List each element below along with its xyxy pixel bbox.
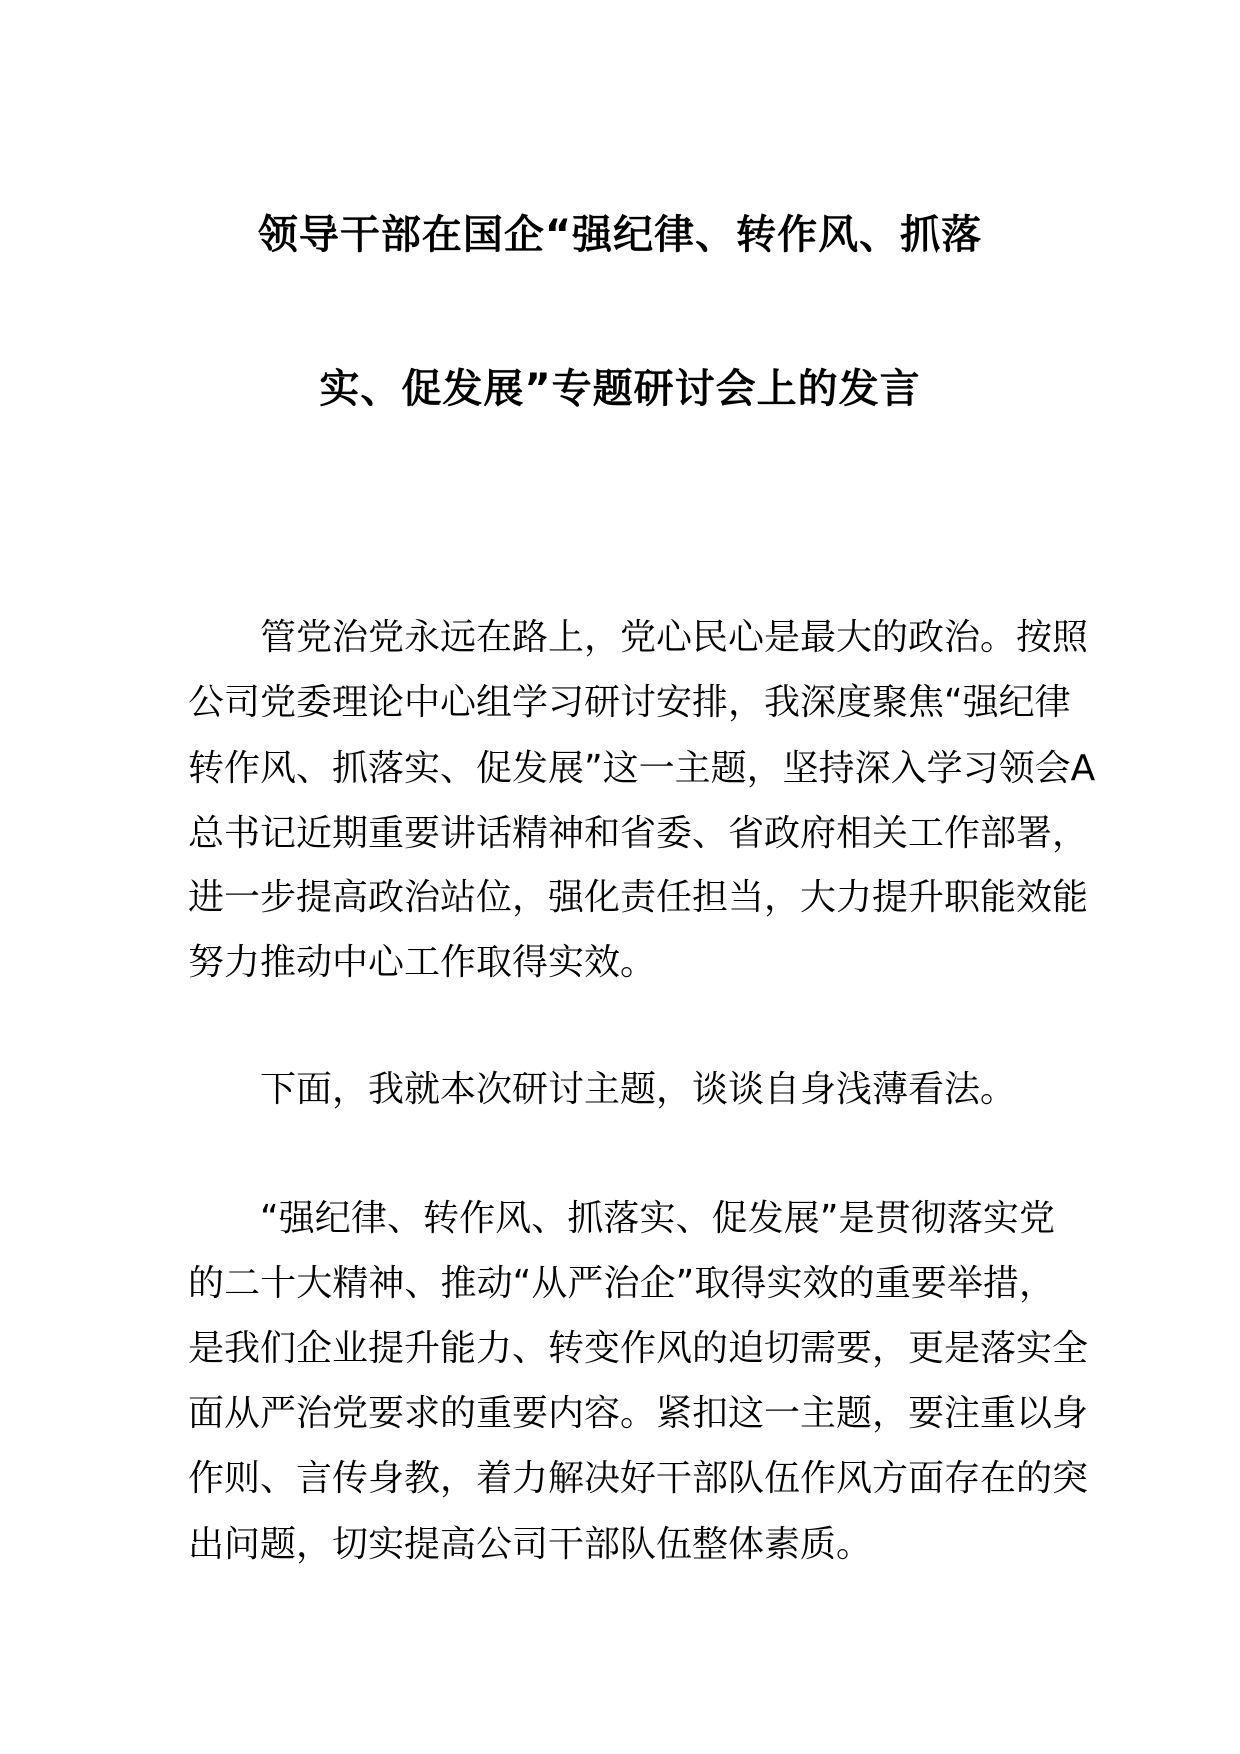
paragraph-line: 是我们企业提升能力、转变作风的迫切需要，更是落实全 [188, 1328, 1089, 1369]
paragraph-line: 总书记近期重要讲话精神和省委、省政府相关工作部署， [188, 813, 1089, 854]
paragraph-line: 下面，我就本次研讨主题，谈谈自身浅薄看法。 [260, 1069, 1017, 1110]
paragraph-line: 进一步提高政治站位，强化责任担当，大力提升职能效能 [188, 877, 1089, 918]
paragraph-line: 面从严治党要求的重要内容。紧扣这一主题，要注重以身 [188, 1393, 1089, 1434]
paragraph-line: 管党治党永远在路上，党心民心是最大的政治。按照 [260, 617, 1089, 658]
document-title-line-2: 实、促发展”专题研讨会上的发言 [319, 366, 921, 412]
paragraph-line: 努力推动中心工作取得实效。 [188, 942, 657, 983]
paragraph-line: 公司党委理论中心组学习研讨安排，我深度聚焦“强纪律 [188, 682, 1071, 723]
paragraph-line: 的二十大精神、推动“从严治企”取得实效的重要举措， [188, 1263, 1055, 1304]
paragraph-line: 出问题，切实提高公司干部队伍整体素质。 [188, 1524, 873, 1565]
document-title-line-1: 领导干部在国企“强纪律、转作风、抓落 [257, 212, 983, 258]
paragraph-line: “强纪律、转作风、抓落实、促发展”是贯彻落实党 [260, 1198, 1055, 1239]
paragraph-line: 作则、言传身教，着力解决好干部队伍作风方面存在的突 [188, 1458, 1089, 1499]
paragraph-line: 转作风、抓落实、促发展”这一主题，坚持深入学习领会A [188, 748, 1096, 789]
